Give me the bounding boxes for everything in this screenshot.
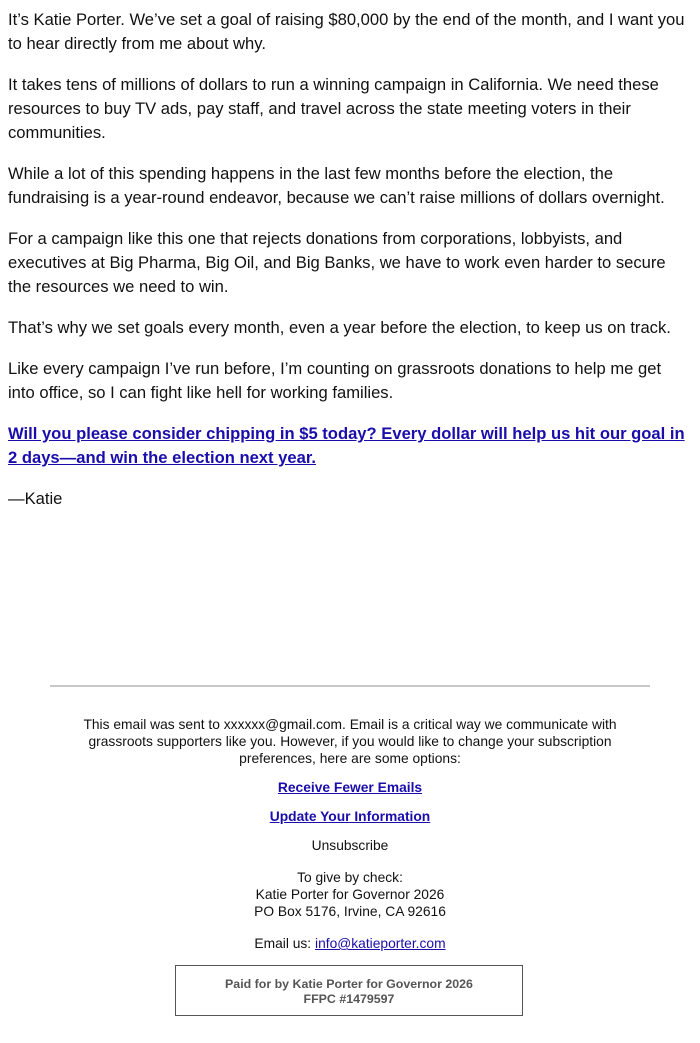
check-address: PO Box 5176, Irvine, CA 92616: [254, 904, 446, 919]
signoff: —Katie: [8, 489, 63, 508]
footer-divider: [50, 685, 650, 687]
email-body: [8, 8, 692, 528]
donate-cta-link[interactable]: Will you please consider chipping in $5 today? Every dollar will help us hit our goal in 2 days—and win the election next year.: [8, 424, 685, 467]
body-paragraph: While a lot of this spending happens in the last few months before the election, the fundraising is a year-round endeavor, because we can’t raise millions of dollars overnight.: [8, 164, 665, 207]
footer: [50, 716, 650, 952]
paid-for-text: Paid for by Katie Porter for Governor 2026: [225, 977, 473, 991]
cta-paragraph: [8, 422, 692, 470]
body-paragraph: Like every campaign I’ve run before, I’m counting on grassroots donations to help me get into office, so I can fight like hell for working families.: [8, 359, 662, 402]
ffpc-number: FFPC #1479597: [303, 992, 395, 1006]
body-paragraph: It’s Katie Porter. We’ve set a goal of raising $80,000 by the end of the month, and I want you to hear directly from me about why.: [8, 10, 685, 53]
email-us-link[interactable]: info@katieporter.com: [315, 936, 446, 951]
check-address-block: [50, 869, 650, 920]
body-paragraph: That’s why we set goals every month, even a year before the election, to keep us on track.: [8, 318, 671, 337]
body-paragraph: It takes tens of millions of dollars to run a winning campaign in California. We need these resources to buy TV ads, pay staff, and travel across the state meeting voters in their communities.: [8, 75, 659, 142]
body-paragraph: For a campaign like this one that rejects donations from corporations, lobbyists, and executives at Big Pharma, Big Oil, and Big Banks, we have to work even harder to secure the resources we need to win.: [8, 229, 666, 296]
email-us-label: Email us:: [254, 936, 312, 951]
subscription-notice: This email was sent to xxxxxx@gmail.com. Email is a critical way we communicate with grassroots supporters like you. However, if you would like to change your subscription preferences, here are some options:: [83, 717, 617, 766]
receive-fewer-emails-link[interactable]: Receive Fewer Emails: [277, 780, 423, 795]
update-information-link[interactable]: Update Your Information: [269, 809, 431, 824]
paid-for-disclaimer: [175, 965, 523, 1016]
email-us-line: [50, 935, 650, 952]
check-name: Katie Porter for Governor 2026: [255, 887, 445, 902]
unsubscribe-link[interactable]: Unsubscribe: [311, 838, 389, 853]
check-heading: To give by check:: [297, 870, 403, 885]
